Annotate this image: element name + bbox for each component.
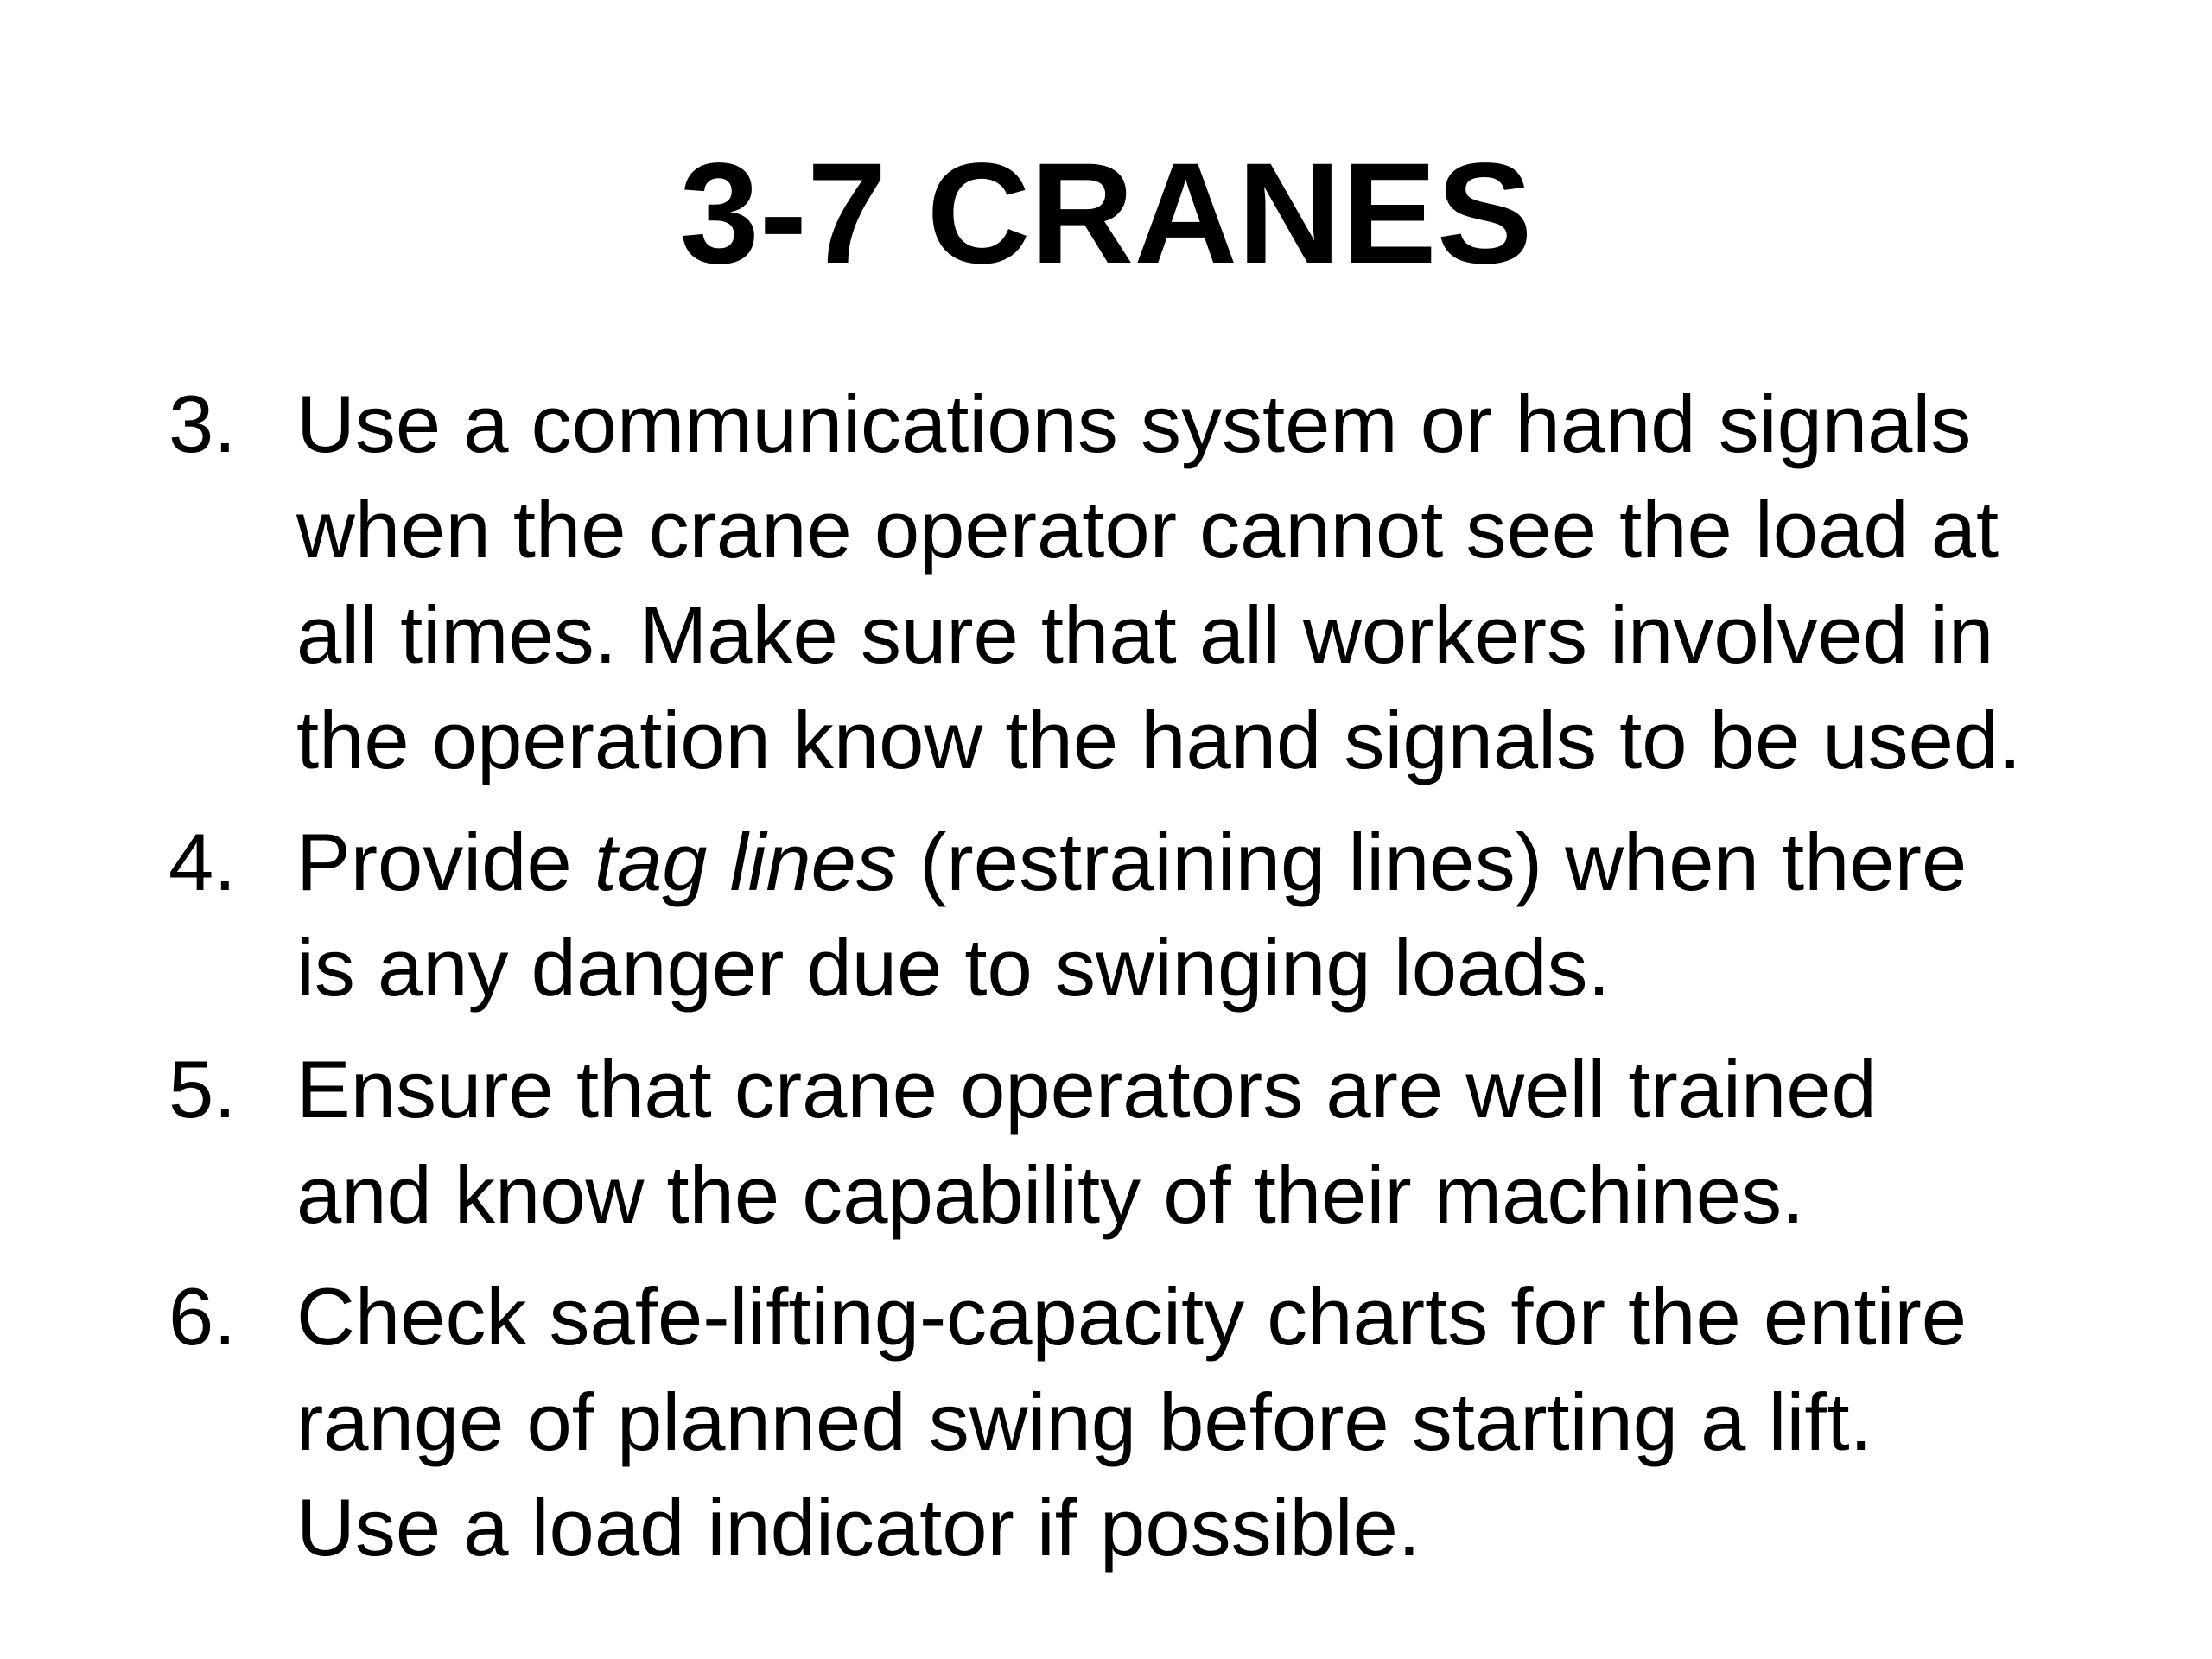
item-line: range of planned swing before starting a lift. [296,1376,1872,1467]
item-text [296,372,2182,793]
item-number: 4. [168,817,237,907]
list-item [168,1037,2182,1248]
list-item [168,372,2182,793]
item-text [296,1264,2182,1580]
list-item [168,810,2182,1020]
item-number: 5. [168,1044,237,1135]
item-number: 6. [168,1271,237,1362]
item-line [296,817,1967,907]
item-line: Use a load indicator if possible. [296,1482,1421,1573]
item-line: when the crane operator cannot see the load at [296,484,1999,575]
numbered-list [168,372,2182,1597]
item-text-run: Provide [296,817,594,907]
item-text-run: (restraining lines) when there [896,817,1967,907]
list-item [168,1264,2182,1580]
tag-lines-term: tag lines [594,817,897,907]
item-line: Check safe-lifting-capacity charts for the entire [296,1271,1967,1362]
item-text [296,810,2182,1020]
item-line: Use a communications system or hand signals [296,378,1972,469]
item-text [296,1037,2182,1248]
item-line: is any danger due to swinging loads. [296,922,1611,1013]
item-line: Ensure that crane operators are well trained [296,1044,1877,1135]
item-line: and know the capability of their machines. [296,1149,1805,1240]
item-line: the operation know the hand signals to be used. [296,695,2022,785]
item-line: all times. Make sure that all workers involved in [296,589,1994,680]
item-number: 3. [168,378,237,469]
slide-title: 3-7 CRANES [679,134,1533,294]
